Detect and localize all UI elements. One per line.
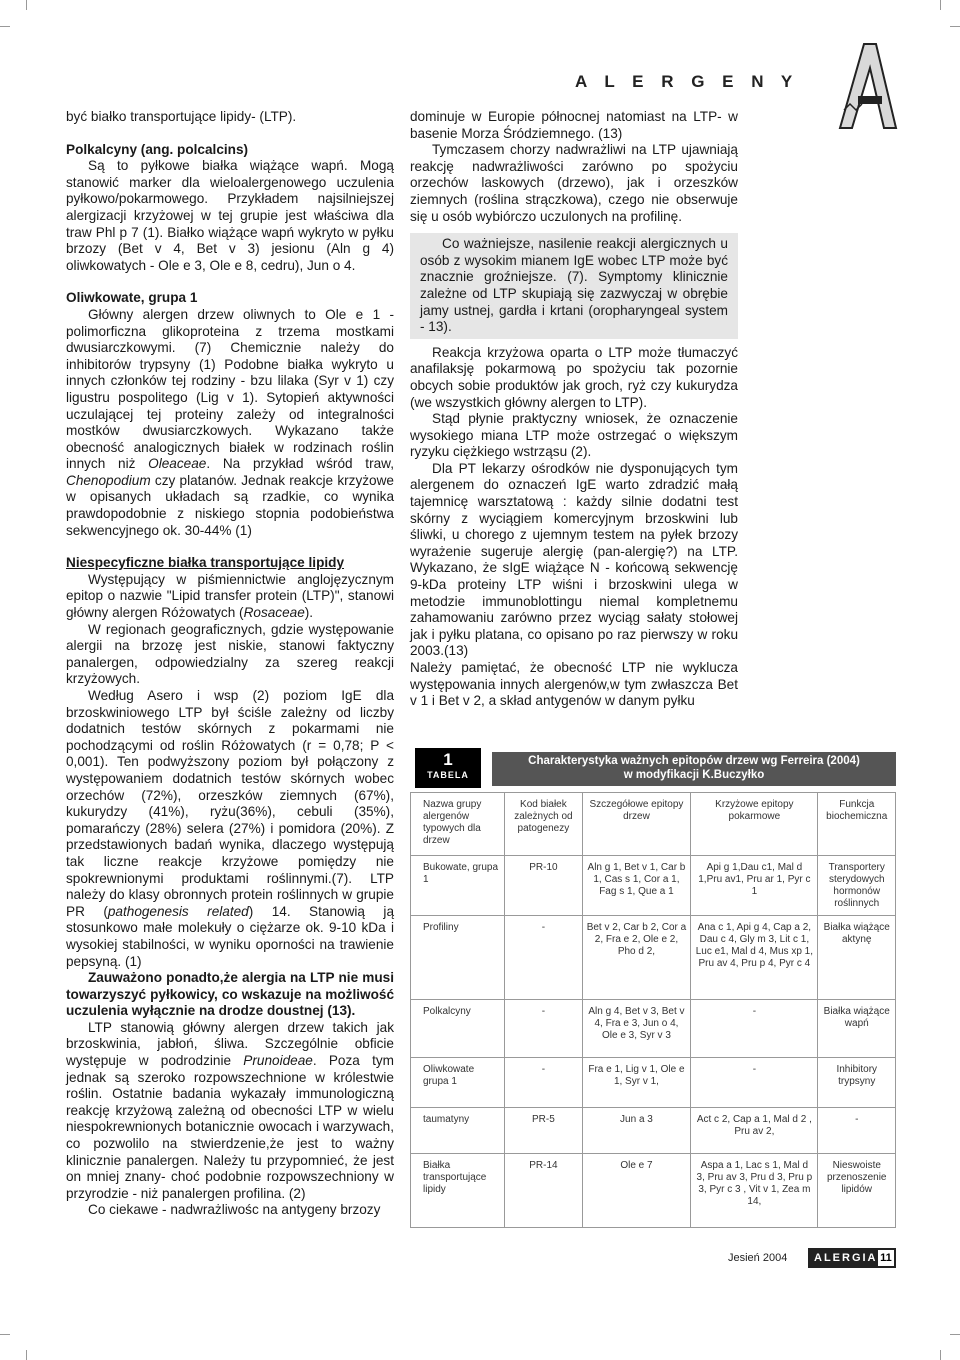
crop-mark [950,26,960,27]
table-cell: Jun a 3 [582,1108,691,1154]
table-cell: Transportery sterydowych hormonów roślinnych [818,856,896,916]
right-column [410,109,738,710]
table-cell: Białka transportujące lipidy [411,1154,505,1228]
table-cell: Ana c 1, Api g 4, Cap a 2, Dau c 4, Gly m 3, Lit c 1, Luc e1, Mal d 4, Mus xp 1, Pru av 4, Pru p 4, Pyr c 4 [691,916,818,1000]
table-cell: Fra e 1, Lig v 1, Ole e 1, Syr v 1, [582,1058,691,1108]
table-header-cell: Nazwa grupy alergenów typowych dla drzew [411,793,505,856]
table-cell: Bet v 2, Car b 2, Cor a 2, Fra e 2, Ole e 2, Pho d 2, [582,916,691,1000]
magazine-name: ALERGIA [814,1252,878,1264]
table-number: 1 [443,750,453,769]
table-cell: Bukowate, grupa 1 [411,856,505,916]
paragraph: Główny alergen drzew oliwnych to Ole e 1 - polimorficzna glikoproteina z trzema mostkami dwusiarczkowymi. (7) Chemicznie należy do inhibitorów trypsyny (1) Podobne białka wykryto u innych członków tej rodziny - bzu lilaka (Syr v 1) czy ligustru pospolitego (Lig v 1). Sytopień aktywności uczulającej tej proteiny zależy od integralności mostków dwusiarczkowych. Wykazano także obecność analogicznych białek w rodzinach roślin innych niż Oleaceae. Na przykład wśród traw, Chenopodium czy platanów. Jednak reakcje krzyżowe w opisanych układach są rzadkie, co wynika prawdopodobnie z niskiego stopnia podobieństwa sekwencyjnego ok. 30-44% (1) [66,306,394,538]
table-header-cell: Funkcja biochemiczna [818,793,896,856]
paragraph: Co ważniejsze, nasilenie reakcji alergicznych u osób z wysokim mianem IgE wobec LTP może być znacznie groźniejsze. (7). Symptomy klinicznie zależne od LTP skupiają się zazwyczaj w obrębie jamy ustnej, gardła i krtani (oropharyngeal system - 13). [420,236,728,335]
crop-mark [940,1350,941,1360]
table-cell: - [691,1058,818,1108]
table-row [411,916,896,1000]
left-column [66,109,394,1219]
table-badge [415,748,481,788]
table-header-cell: Krzyżowe epitopy pokarmowe [691,793,818,856]
table-cell: Act c 2, Cap a 1, Mal d 2 , Pru av 2, [691,1108,818,1154]
crop-mark [0,1334,10,1335]
table-cell: Białka wiążące wapń [818,1000,896,1058]
table-cell: PR-10 [505,856,583,916]
table-cell: Nieswoiste przenoszenie lipidów [818,1154,896,1228]
table-cell: - [818,1108,896,1154]
table-header-cell: Kod białek zależnych od patogenezy [505,793,583,856]
section-header: A L E R G E N Y [575,72,799,91]
paragraph: być białko transportujące lipidy- (LTP). [66,109,297,124]
table-cell: Ole e 7 [582,1154,691,1228]
table-cell: - [691,1000,818,1058]
paragraph-emphasis: Zauważono ponadto,że alergia na LTP nie musi towarzyszyć pyłkowicy, co wskazuje na możliwość uczulenia wyłącznie na drodze doustnej (13). [66,970,394,1019]
paragraph: Dla PT lekarzy ośrodków nie dysponujących tym alergenem do oznaczeń IgE warto zdradzić małą tajemnicę warsztatową : każdy silnie dodatni test skórny z wyciągiem komercyjnym brzoskwini lub śliwki, u chorego z ujemnym testem na pyłek brzozy wyrażenie sugeruje alergię (pan-alergię?) na LTP. Wykazano, że sIgE wiążące N - końcową sekwencję 9-kDa proteiny LTP wiśni i brzoskwini ulega w metodzie immunoblottingu niemal kompletnemu zahamowaniu zarówno przez wyciąg sałaty stołowej jak i pyłku platana, co opisano po raz pierwszy w roku 2003.(13) [410,460,738,659]
table-cell: - [505,916,583,1000]
table-cell: Aln g 4, Bet v 3, Bet v 4, Fra e 3, Jun o 4, Ole e 3, Syr v 3 [582,1000,691,1058]
paragraph: Reakcja krzyżowa oparta o LTP może tłumaczyć anafilaksję pokarmową po spożyciu tak pozornie obcych sobie produktów jak groch, ryż czy kukurydza (we wszystkich główny alergen to LTP). [410,344,738,410]
table-cell: PR-5 [505,1108,583,1154]
paragraph: Są to pyłkowe białka wiążące wapń. Mogą stanowić marker dla wieloalergenowego uczulenia pyłkowo/pokarmowego. Przykładem najsilniejszej alergizacji krzyżowej w tej grupie jest właściwa dla traw Phl p 7 (1). Białko wiążące wapń wykryto w pyłku brzozy (Bet v 4, Bet v 3) jesionu (Aln g 4) oliwkowatych - Ole e 3, Ole e 8, cedru), Jun o 4. [66,158,394,273]
table-cell: Białka wiążące aktynę [818,916,896,1000]
table-cell: Oliwkowate grupa 1 [411,1058,505,1108]
table-row [411,1154,896,1228]
footer-bar [808,1248,896,1268]
crop-mark [950,1334,960,1335]
crop-mark [26,0,27,10]
table-cell: Api g 1,Dau c1, Mal d 1,Pru av1, Pru ar 1, Pyr c 1 [691,856,818,916]
table-grid [410,792,896,1228]
section-heading: Oliwkowate, grupa 1 [66,290,198,306]
section-logo-a [836,40,898,132]
paragraph: Tymczasem chorzy nadwrażliwi na LTP ujawniają reakcję nadwrażliwości zarówno po spożyciu orzechów laskowych (drzewo), jak i orzeszków ziemnych (roślina strączkowa), czego nie obserwuje się u osób wybiórczo uczulonych na profilinę. [410,142,738,224]
table-row [411,1000,896,1058]
table-label: TABELA [427,770,469,780]
paragraph: Należy pamiętać, że obecność LTP nie wyklucza występowania innych alergenów,w tym zwłaszcza Bet v 1 i Bet v 2, a skład antygenów w danym pyłku [410,660,738,709]
table-cell: PR-14 [505,1154,583,1228]
table-cell: - [505,1058,583,1108]
table-header-row [411,793,896,856]
paragraph: W regionach geograficznych, gdzie występowanie alergii na brzozę jest niskie, stanowi faktyczny panalergen, odpowiedzialny za szereg reakcji krzyżowych. [66,621,394,687]
paragraph: Według Asero i wsp (2) poziom IgE dla brzoskwiniowego LTP był ściśle zależny od liczby dodatnich testów skórnych z pokarmami nie pochodzącymi od roślin Różowatych (r = 0,78; P < 0,001). Ten podwyższony poziom był połączony z występowaniem dodatnich testów skórnych wobec orzechów (72%), orzeszków ziemnych (67%), kukurydzy (41%), ryżu(36%), cebuli (35%), pomarańczy (28%) selera (27%) i pomidora (20%). Z przedstawionych badań wynika, dlaczego występują tak liczne reakcje krzyżowe pomiędzy nie spokrewnionymi produktami roślinnymi.(7). LTP należy do klasy obronnych protein roślinnych w grupie PR (pathogenesis related) 14. Stanowią ją stosunkowo małe molekuły o ciężarze ok. 9-10 kDa i wysokiej stabilności, w wyniku oporności na trawienie pepsyną. (1) [66,688,395,969]
table-cell: Polkalcyny [411,1000,505,1058]
table-cell: Profiliny [411,916,505,1000]
table-cell: taumatyny [411,1108,505,1154]
table-cell: Aspa a 1, Lac s 1, Mal d 3, Pru av 3, Pru d 3, Pru p 3, Pyr c 3 , Vit v 1, Zea m 14, [691,1154,818,1228]
table-row [411,1058,896,1108]
paragraph: LTP stanowią główny alergen drzew takich jak brzoskwinia, jabłoń, śliwa. Szczególnie obficie występuje w podrodzinie Prunoideae. Poza tym jednak są szeroko rozpowszechnione w królestwie roślin. Ostatnie badania wykazały immunologiczną reakcję krzyżową zależną od obecności LTP w wielu niespokrewnionych botanicznie owocach i warzywach, co pozwolilo na stwierdzenie,że jest to ważny klinicznie panalergen. Należy tu przypomnieć, że jest on mniej znany- choć podobnie rozpowszechniony w przyrodzie - niż panalergen profilina. (2) [66,1019,394,1201]
paragraph: dominuje w Europie północnej natomiast na LTP- w basenie Morza Śródziemnego. (13) [410,109,738,141]
crop-mark [0,26,10,27]
table-header-cell: Szczegółowe epitopy drzew [582,793,691,856]
section-heading: Niespecyficzne białka transportujące lipidy [66,555,345,571]
page-number: 11 [878,1250,894,1266]
crop-mark [26,1350,27,1360]
paragraph: Występujący w piśmiennictwie anglojęzycznym epitop o nazwie "Lipid transfer protein (LTP)", stanowi główny alergen Różowatych (Rosaceae). [66,571,394,621]
section-heading: Polkalcyny (ang. polcalcins) [66,141,249,157]
table-cell: - [505,1000,583,1058]
paragraph: Stąd płynie praktyczny wniosek, że oznaczenie wysokiego miana LTP może ostrzegać o większym ryzyku ciężkiego wstrząsu (2). [410,411,738,460]
issue-date: Jesień 2004 [728,1252,788,1264]
table-title: Charakterystyka ważnych epitopów drzew wg Ferreira (2004) w modyfikacji K.Buczyłko [492,752,896,786]
table-cell: Inhibitory trypsyny [818,1058,896,1108]
highlight-box [410,233,738,339]
table-cell: Aln g 1, Bet v 1, Car b 1, Cas s 1, Cor a 1, Fag s 1, Que a 1 [582,856,691,916]
table-row [411,856,896,916]
paragraph: Co ciekawe - nadwrażliwośc na antygeny brzozy [88,1202,381,1218]
crop-mark [940,0,941,10]
table-row [411,1108,896,1154]
